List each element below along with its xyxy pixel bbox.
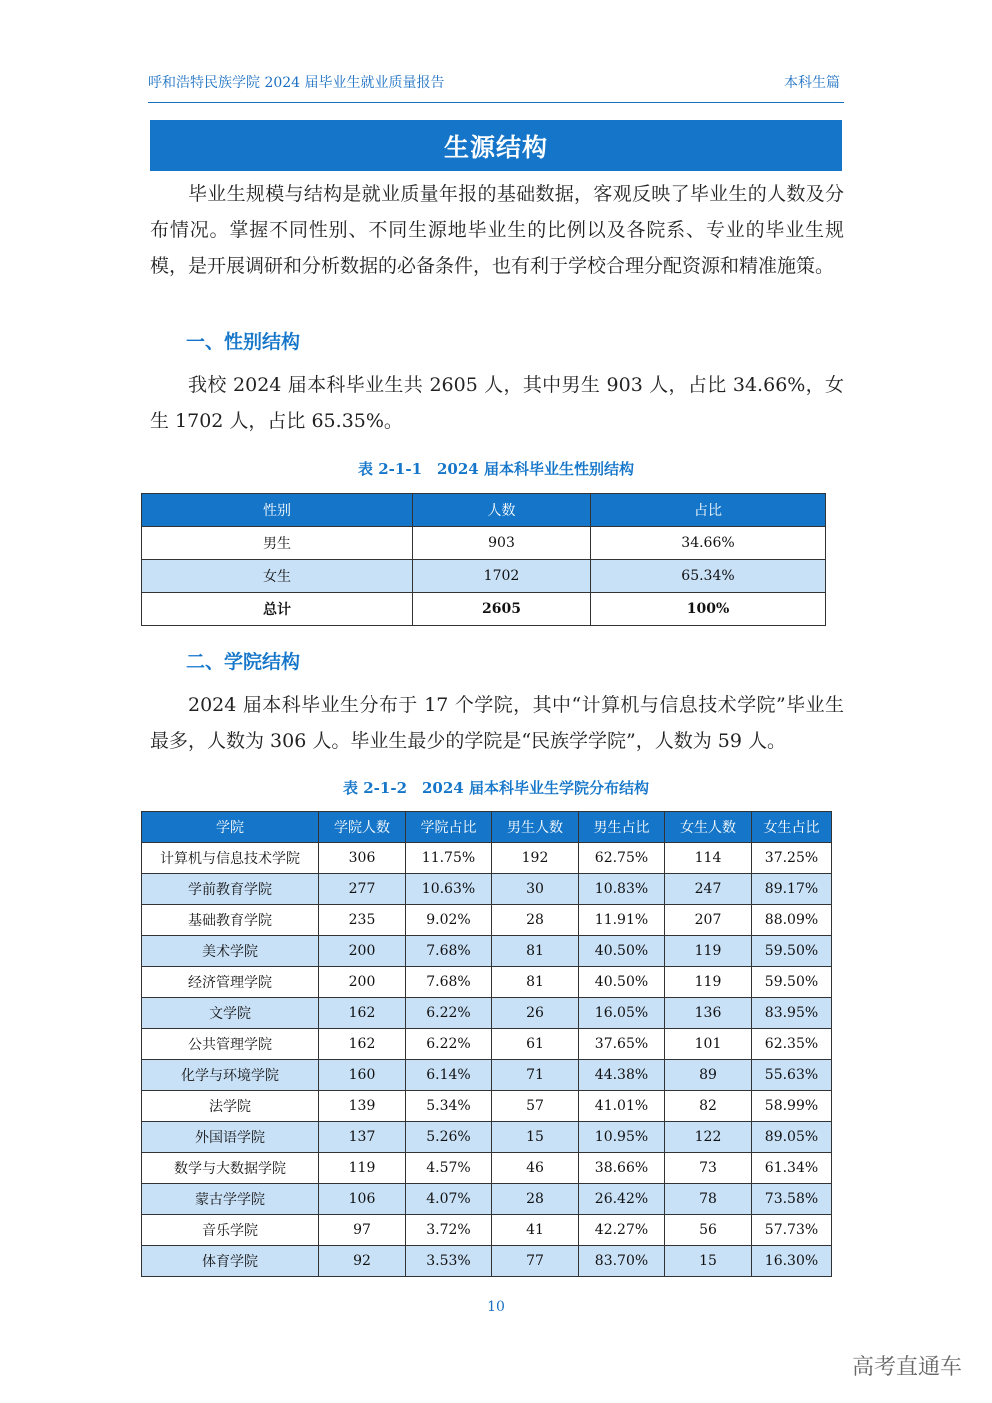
table-row bbox=[142, 1184, 832, 1215]
table-cell: 55.63% bbox=[752, 1060, 832, 1091]
table-row bbox=[142, 1091, 832, 1122]
report-header-title: 呼和浩特民族学院 2024 届毕业生就业质量报告 bbox=[148, 75, 445, 91]
table-cell: 88.09% bbox=[752, 905, 832, 936]
table-row bbox=[142, 527, 826, 560]
table-cell: 122 bbox=[665, 1122, 752, 1153]
table-cell: 26 bbox=[492, 998, 579, 1029]
table-cell: 蒙古学学院 bbox=[142, 1184, 319, 1215]
table-row bbox=[142, 874, 832, 905]
col-header: 学院 bbox=[142, 812, 319, 843]
table-cell: 7.68% bbox=[406, 936, 492, 967]
table-row bbox=[142, 1122, 832, 1153]
college-paragraph: 2024 届本科毕业生分布于 17 个学院，其中“计算机与信息技术学院”毕业生最多，人数为 306 人。毕业生最少的学院是“民族学学院”，人数为 59 人。 bbox=[150, 694, 844, 752]
table-row bbox=[142, 998, 832, 1029]
col-header: 男生人数 bbox=[492, 812, 579, 843]
table-cell: 基础教育学院 bbox=[142, 905, 319, 936]
table-cell: 数学与大数据学院 bbox=[142, 1153, 319, 1184]
table-cell: 71 bbox=[492, 1060, 579, 1091]
table-cell: 34.66% bbox=[591, 527, 826, 560]
college-table bbox=[141, 811, 832, 1277]
table-cell: 119 bbox=[319, 1153, 406, 1184]
table-cell: 306 bbox=[319, 843, 406, 874]
table-cell: 2605 bbox=[413, 593, 591, 626]
table-cell: 59.50% bbox=[752, 967, 832, 998]
table-cell: 4.57% bbox=[406, 1153, 492, 1184]
table-row bbox=[142, 936, 832, 967]
table-row bbox=[142, 560, 826, 593]
table-cell: 28 bbox=[492, 905, 579, 936]
table-cell: 音乐学院 bbox=[142, 1215, 319, 1246]
table-cell: 16.30% bbox=[752, 1246, 832, 1277]
table-cell: 277 bbox=[319, 874, 406, 905]
table-cell: 15 bbox=[492, 1122, 579, 1153]
table-cell: 学前教育学院 bbox=[142, 874, 319, 905]
table-cell: 162 bbox=[319, 1029, 406, 1060]
table-cell: 89 bbox=[665, 1060, 752, 1091]
table-cell: 经济管理学院 bbox=[142, 967, 319, 998]
table-cell: 16.05% bbox=[579, 998, 665, 1029]
table-cell: 903 bbox=[413, 527, 591, 560]
table-row bbox=[142, 1060, 832, 1091]
table-cell: 女生 bbox=[142, 560, 413, 593]
table-cell: 119 bbox=[665, 967, 752, 998]
page-number: 10 bbox=[487, 1299, 505, 1315]
table-cell: 10.95% bbox=[579, 1122, 665, 1153]
table-cell: 文学院 bbox=[142, 998, 319, 1029]
table-cell: 男生 bbox=[142, 527, 413, 560]
col-header: 人数 bbox=[413, 494, 591, 527]
table-cell: 9.02% bbox=[406, 905, 492, 936]
table-cell: 37.65% bbox=[579, 1029, 665, 1060]
table-row bbox=[142, 843, 832, 874]
table-cell: 28 bbox=[492, 1184, 579, 1215]
table-cell: 58.99% bbox=[752, 1091, 832, 1122]
table-cell: 136 bbox=[665, 998, 752, 1029]
table-cell: 162 bbox=[319, 998, 406, 1029]
table-cell: 3.53% bbox=[406, 1246, 492, 1277]
section-heading-gender: 一、性别结构 bbox=[186, 331, 301, 353]
table-cell: 37.25% bbox=[752, 843, 832, 874]
gender-paragraph: 我校 2024 届本科毕业生共 2605 人，其中男生 903 人，占比 34.66%，女生 1702 人，占比 65.35%。 bbox=[150, 374, 844, 432]
table-cell: 119 bbox=[665, 936, 752, 967]
table-cell: 外国语学院 bbox=[142, 1122, 319, 1153]
table-cell: 15 bbox=[665, 1246, 752, 1277]
table-row bbox=[142, 1246, 832, 1277]
col-header: 女生人数 bbox=[665, 812, 752, 843]
table-cell: 73.58% bbox=[752, 1184, 832, 1215]
table-cell: 56 bbox=[665, 1215, 752, 1246]
table-cell: 82 bbox=[665, 1091, 752, 1122]
col-header: 性别 bbox=[142, 494, 413, 527]
table-cell: 97 bbox=[319, 1215, 406, 1246]
table-cell: 77 bbox=[492, 1246, 579, 1277]
table-caption-gender: 表 2-1-1 2024 届本科毕业生性别结构 bbox=[358, 460, 634, 478]
table-cell: 5.34% bbox=[406, 1091, 492, 1122]
table-cell: 106 bbox=[319, 1184, 406, 1215]
table-row bbox=[142, 1029, 832, 1060]
table-row-total bbox=[142, 593, 826, 626]
table-cell: 10.83% bbox=[579, 874, 665, 905]
table-cell: 200 bbox=[319, 936, 406, 967]
table-cell: 78 bbox=[665, 1184, 752, 1215]
col-header: 学院人数 bbox=[319, 812, 406, 843]
table-cell: 139 bbox=[319, 1091, 406, 1122]
col-header: 女生占比 bbox=[752, 812, 832, 843]
table-cell: 38.66% bbox=[579, 1153, 665, 1184]
table-cell: 114 bbox=[665, 843, 752, 874]
col-header: 学院占比 bbox=[406, 812, 492, 843]
table-cell: 46 bbox=[492, 1153, 579, 1184]
table-caption-college: 表 2-1-2 2024 届本科毕业生学院分布结构 bbox=[343, 779, 649, 797]
table-header-row bbox=[142, 494, 826, 527]
report-header-section: 本科生篇 bbox=[784, 75, 840, 91]
table-cell: 81 bbox=[492, 936, 579, 967]
table-cell: 11.75% bbox=[406, 843, 492, 874]
table-cell: 42.27% bbox=[579, 1215, 665, 1246]
header-divider bbox=[148, 102, 844, 103]
table-cell: 美术学院 bbox=[142, 936, 319, 967]
table-cell: 200 bbox=[319, 967, 406, 998]
table-cell: 57 bbox=[492, 1091, 579, 1122]
table-row bbox=[142, 905, 832, 936]
table-cell: 61.34% bbox=[752, 1153, 832, 1184]
table-cell: 6.22% bbox=[406, 1029, 492, 1060]
col-header: 男生占比 bbox=[579, 812, 665, 843]
table-row bbox=[142, 1153, 832, 1184]
col-header: 占比 bbox=[591, 494, 826, 527]
intro-paragraph: 毕业生规模与结构是就业质量年报的基础数据，客观反映了毕业生的人数及分布情况。掌握不同性别、不同生源地毕业生的比例以及各院系、专业的毕业生规模，是开展调研和分析数据的必备条件，也有利于学校合理分配资源和精准施策。 bbox=[150, 183, 844, 277]
table-cell: 5.26% bbox=[406, 1122, 492, 1153]
table-cell: 73 bbox=[665, 1153, 752, 1184]
table-cell: 26.42% bbox=[579, 1184, 665, 1215]
table-cell: 40.50% bbox=[579, 967, 665, 998]
table-cell: 59.50% bbox=[752, 936, 832, 967]
table-cell: 6.14% bbox=[406, 1060, 492, 1091]
table-cell: 体育学院 bbox=[142, 1246, 319, 1277]
table-cell: 83.95% bbox=[752, 998, 832, 1029]
table-cell: 40.50% bbox=[579, 936, 665, 967]
table-cell: 137 bbox=[319, 1122, 406, 1153]
table-cell: 81 bbox=[492, 967, 579, 998]
table-cell: 65.34% bbox=[591, 560, 826, 593]
table-cell: 1702 bbox=[413, 560, 591, 593]
table-cell: 61 bbox=[492, 1029, 579, 1060]
table-cell: 92 bbox=[319, 1246, 406, 1277]
table-cell: 62.35% bbox=[752, 1029, 832, 1060]
table-cell: 30 bbox=[492, 874, 579, 905]
table-cell: 100% bbox=[591, 593, 826, 626]
watermark: 高考直通车 bbox=[851, 1355, 962, 1380]
table-cell: 160 bbox=[319, 1060, 406, 1091]
table-cell: 235 bbox=[319, 905, 406, 936]
table-cell: 41.01% bbox=[579, 1091, 665, 1122]
table-cell: 11.91% bbox=[579, 905, 665, 936]
gender-table bbox=[141, 493, 826, 626]
table-cell: 89.05% bbox=[752, 1122, 832, 1153]
table-cell: 法学院 bbox=[142, 1091, 319, 1122]
table-cell: 化学与环境学院 bbox=[142, 1060, 319, 1091]
table-cell: 计算机与信息技术学院 bbox=[142, 843, 319, 874]
table-cell: 10.63% bbox=[406, 874, 492, 905]
table-row bbox=[142, 967, 832, 998]
table-cell: 192 bbox=[492, 843, 579, 874]
table-cell: 57.73% bbox=[752, 1215, 832, 1246]
table-cell: 总计 bbox=[142, 593, 413, 626]
table-cell: 3.72% bbox=[406, 1215, 492, 1246]
table-cell: 247 bbox=[665, 874, 752, 905]
chapter-title: 生源结构 bbox=[443, 132, 548, 162]
college-table-body bbox=[142, 843, 832, 1277]
table-cell: 83.70% bbox=[579, 1246, 665, 1277]
table-cell: 41 bbox=[492, 1215, 579, 1246]
chapter-title-bar bbox=[150, 120, 842, 171]
table-cell: 44.38% bbox=[579, 1060, 665, 1091]
table-header-row bbox=[142, 812, 832, 843]
table-cell: 公共管理学院 bbox=[142, 1029, 319, 1060]
table-cell: 62.75% bbox=[579, 843, 665, 874]
section-heading-college: 二、学院结构 bbox=[186, 651, 301, 673]
table-cell: 4.07% bbox=[406, 1184, 492, 1215]
table-cell: 7.68% bbox=[406, 967, 492, 998]
table-row bbox=[142, 1215, 832, 1246]
table-cell: 101 bbox=[665, 1029, 752, 1060]
table-cell: 207 bbox=[665, 905, 752, 936]
table-cell: 6.22% bbox=[406, 998, 492, 1029]
table-cell: 89.17% bbox=[752, 874, 832, 905]
